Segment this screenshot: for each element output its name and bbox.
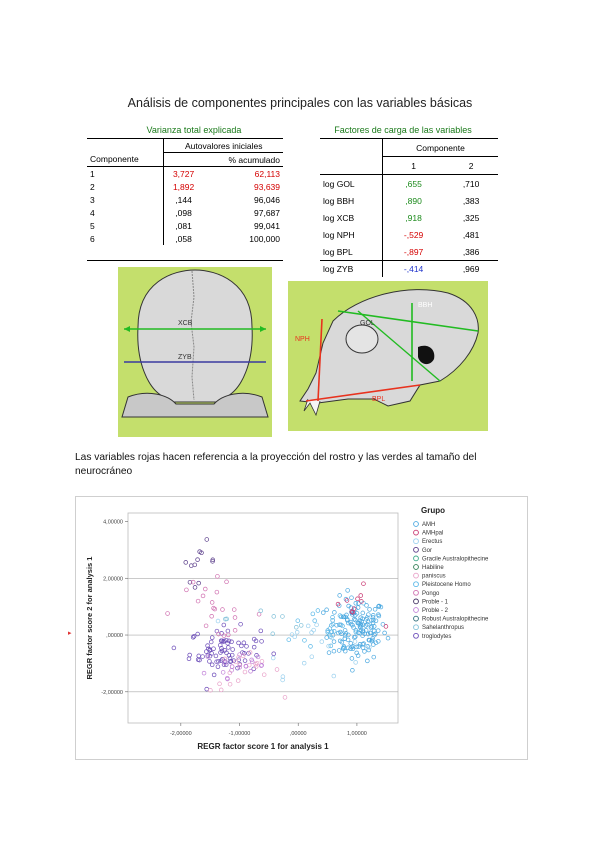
loadings-c2-cell: ,383	[462, 195, 480, 206]
scatter-point	[204, 650, 208, 654]
scatter-point	[332, 640, 336, 644]
x-axis-label: REGR factor score 1 for analysis 1	[197, 742, 329, 751]
legend-label: Proble - 1	[422, 599, 449, 606]
legend-marker	[414, 539, 419, 544]
scatter-point	[353, 618, 357, 622]
scatter-point	[290, 633, 294, 637]
scatter-point	[365, 659, 369, 663]
scatter-point	[359, 594, 363, 598]
variance-top-rule	[87, 138, 283, 139]
scatter-point	[210, 636, 214, 640]
legend-marker	[414, 556, 419, 561]
scatter-point	[210, 663, 214, 667]
variance-col-component: Componente	[87, 153, 164, 167]
scatter-point	[221, 670, 225, 674]
legend-marker	[414, 608, 419, 613]
scatter-point	[209, 640, 213, 644]
scatter-point	[327, 651, 331, 655]
variance-eigen-cell: ,098	[175, 207, 192, 218]
scatter-point	[302, 661, 306, 665]
scatter-point	[204, 624, 208, 628]
scatter-point	[299, 623, 303, 627]
scatter-point	[226, 629, 230, 633]
scatter-point	[275, 668, 279, 672]
scatter-point	[193, 585, 197, 589]
legend-marker	[414, 599, 419, 604]
variance-table	[87, 139, 283, 245]
loadings-var-cell: log XCB	[320, 209, 383, 226]
scatter-point	[236, 679, 240, 683]
scatter-point	[332, 629, 336, 633]
scatter-point	[205, 687, 209, 691]
gol-label: GOL	[360, 320, 375, 327]
variance-row	[87, 219, 283, 232]
variance-comp-cell: 4	[87, 206, 164, 219]
scatter-point	[233, 628, 237, 632]
scatter-point	[226, 646, 230, 650]
scatter-point	[249, 669, 253, 673]
loadings-row	[320, 226, 498, 243]
scatter-point	[272, 615, 276, 619]
legend-label: Sahelanthropus	[422, 625, 465, 632]
legend-marker	[414, 625, 419, 630]
scatter-point	[212, 606, 216, 610]
legend-marker	[414, 633, 419, 638]
variance-accum-cell: 100,000	[249, 233, 280, 244]
scatter-point	[316, 609, 320, 613]
scatter-point	[196, 632, 200, 636]
legend-label: troglodytes	[422, 633, 452, 640]
margin-marker: ▸	[68, 630, 72, 637]
x-tick-label: -1,00000	[228, 731, 251, 737]
scatter-point	[222, 634, 226, 638]
loadings-row	[320, 260, 498, 277]
scatter-point	[203, 587, 207, 591]
variance-accum-cell: 96,046	[254, 194, 280, 205]
scatter-point	[259, 609, 263, 613]
scatter-point	[239, 622, 243, 626]
loadings-table	[320, 139, 498, 277]
skull-top-outline	[138, 270, 252, 402]
scatter-point	[362, 582, 366, 586]
scatter-point	[210, 601, 214, 605]
scatter-point	[172, 646, 176, 650]
scatter-point	[187, 657, 191, 661]
variance-eigen-cell: ,144	[175, 194, 192, 205]
loadings-table-caption: Factores de carga de las variables	[334, 125, 472, 135]
loadings-row	[320, 192, 498, 209]
scatter-point	[202, 671, 206, 675]
variance-comp-cell: 1	[87, 167, 164, 181]
legend-label: Robust Australopithecine	[422, 616, 489, 623]
loadings-col-2: 2	[468, 160, 474, 171]
legend-label: Proble - 2	[422, 608, 449, 614]
scatter-point	[376, 629, 380, 633]
scatter-point	[196, 599, 200, 603]
scatter-point	[191, 635, 195, 639]
scatter-point	[262, 673, 266, 677]
legend-marker	[414, 616, 419, 621]
scatter-point	[216, 574, 220, 578]
variance-row	[87, 167, 283, 181]
legend-label: Gor	[422, 547, 433, 554]
scatter-point	[310, 631, 314, 635]
scatter-point	[283, 695, 287, 699]
scatter-point	[350, 596, 354, 600]
variance-accum-cell: 99,041	[254, 220, 280, 231]
scatter-point	[208, 659, 212, 663]
loadings-group-header: Componente	[383, 139, 499, 157]
scatter-point	[287, 638, 291, 642]
scatter-point	[193, 563, 197, 567]
variance-eigen-cell: 1,892	[172, 181, 195, 192]
scatter-point	[260, 639, 264, 643]
loadings-var-cell: log BPL	[320, 243, 383, 260]
scatter-point	[189, 564, 193, 568]
x-tick-label: -2,00000	[169, 731, 192, 737]
scatter-point	[306, 624, 310, 628]
variance-eigen-cell: 3,727	[172, 168, 195, 179]
loadings-var-cell: log BBH	[320, 192, 383, 209]
scatter-point	[219, 688, 223, 692]
scatter-point	[230, 640, 234, 644]
scatter-point	[354, 601, 358, 605]
scatter-point	[210, 614, 214, 618]
scatter-point	[332, 649, 336, 653]
legend-marker	[414, 530, 419, 535]
scatter-point	[384, 625, 388, 629]
scatter-point	[188, 653, 192, 657]
scatter-point	[233, 616, 237, 620]
scatter-point	[303, 638, 307, 642]
orbit	[346, 325, 378, 353]
scatter-point	[197, 654, 201, 658]
variance-row	[87, 232, 283, 245]
loadings-c1-cell: -,414	[403, 263, 424, 274]
scatter-point	[260, 659, 264, 663]
scatter-point	[383, 631, 387, 635]
scatter-point	[201, 655, 205, 659]
scatter-point	[332, 674, 336, 678]
variance-comp-cell: 5	[87, 219, 164, 232]
scatter-point	[337, 649, 341, 653]
scatter-point	[361, 611, 365, 615]
scatter-point	[232, 608, 236, 612]
scatter-point	[294, 625, 298, 629]
scatter-point	[196, 558, 200, 562]
scatter-point	[237, 641, 241, 645]
scatter-point	[259, 629, 263, 633]
legend-marker	[414, 522, 419, 527]
explanation-paragraph: Las variables rojas hacen referencia a la proyección del rostro y las verdes al tamaño del neurocráneo	[75, 452, 477, 477]
legend-label: Habiline	[422, 565, 444, 571]
variance-comp-cell: 2	[87, 180, 164, 193]
scatter-point	[368, 608, 372, 612]
scatter-point	[221, 608, 225, 612]
scatter-point	[325, 608, 329, 612]
scatter-point	[197, 581, 201, 585]
loadings-c2-cell: ,325	[462, 212, 480, 223]
scatter-point	[346, 638, 350, 642]
scatter-point	[252, 645, 256, 649]
scatter-point	[320, 640, 324, 644]
scatter-point	[353, 640, 357, 644]
nph-label: NPH	[295, 336, 310, 343]
variance-accum-cell: 62,113	[254, 168, 280, 179]
legend-marker	[414, 565, 419, 570]
scatter-point	[214, 654, 218, 658]
loadings-row	[320, 243, 498, 260]
scatter-chart	[76, 497, 527, 759]
scatter-point	[310, 655, 314, 659]
scatter-point	[225, 580, 229, 584]
scatter-point	[184, 560, 188, 564]
variance-col-accum: % acumulado	[228, 154, 280, 165]
scatter-point	[350, 657, 354, 661]
scatter-point	[271, 656, 275, 660]
scatter-point	[185, 588, 189, 592]
scatter-point	[372, 655, 376, 659]
scatter-point	[243, 670, 247, 674]
scatter-point	[296, 619, 300, 623]
scatter-point	[205, 538, 209, 542]
scatter-point	[372, 624, 376, 628]
legend-marker	[414, 547, 419, 552]
scatter-point	[201, 594, 205, 598]
scatter-point	[212, 647, 216, 651]
legend-marker	[414, 582, 419, 587]
variance-bottom-rule	[87, 260, 283, 261]
scatter-point	[312, 628, 316, 632]
scatter-point	[338, 594, 342, 598]
y-tick-label: ,00000	[106, 633, 123, 640]
scatter-point	[356, 597, 360, 601]
legend-label: Pleistocene Homo	[422, 582, 471, 589]
scatter-point	[373, 607, 377, 611]
scatter-point	[223, 657, 227, 661]
scatter-point	[386, 636, 390, 640]
loadings-bottom-rule	[320, 260, 498, 261]
scatter-point	[321, 611, 325, 615]
variance-group-header: Autovalores iniciales	[164, 139, 283, 153]
scatter-point	[218, 682, 222, 686]
scatter-point	[166, 612, 170, 616]
scatter-point	[215, 590, 219, 594]
scatter-point	[295, 630, 299, 634]
legend-label: Gracile Australopithecine	[422, 556, 489, 563]
legend-marker	[414, 573, 419, 578]
legend-marker	[414, 590, 419, 595]
scatter-point	[222, 623, 226, 627]
variance-eigen-cell: ,081	[175, 220, 192, 231]
scatter-point	[272, 652, 276, 656]
scatter-point	[311, 612, 315, 616]
scatter-point	[332, 610, 336, 614]
skull-top-view-diagram	[118, 267, 272, 437]
variance-row	[87, 180, 283, 193]
variance-row	[87, 206, 283, 219]
variance-comp-cell: 3	[87, 193, 164, 206]
x-tick-label: 1,00000	[346, 731, 367, 737]
loadings-c1-cell: ,890	[405, 195, 422, 206]
legend-label: AMH	[422, 522, 436, 528]
scatter-point	[367, 648, 371, 652]
scatter-point	[281, 615, 285, 619]
loadings-row	[320, 175, 498, 193]
scatter-point	[366, 620, 370, 624]
legend-label: paniscus	[422, 573, 446, 580]
loadings-var-cell: log NPH	[320, 226, 383, 243]
scatter-point	[212, 673, 216, 677]
legend-title: Grupo	[421, 506, 445, 515]
loadings-c2-cell: ,386	[462, 246, 480, 257]
y-tick-label: 2,00000	[103, 576, 123, 583]
scatter-point	[239, 644, 243, 648]
loadings-var-cell: log ZYB	[320, 260, 383, 277]
scatter-point	[245, 644, 249, 648]
x-tick-label: ,00000	[289, 731, 307, 737]
loadings-row	[320, 209, 498, 226]
scatter-point	[216, 665, 220, 669]
scatter-point	[354, 660, 358, 664]
variance-accum-cell: 97,687	[254, 207, 280, 218]
scatter-point	[350, 668, 354, 672]
zyb-label: ZYB	[178, 354, 192, 361]
legend-label: Erectus	[422, 539, 443, 546]
skull-lateral-view-diagram	[288, 281, 488, 431]
variance-accum-cell: 93,639	[254, 181, 280, 192]
variance-table-caption: Varianza total explicada	[146, 125, 242, 135]
loadings-c1-cell: -,529	[403, 229, 424, 240]
loadings-top-rule	[320, 138, 498, 139]
bpl-label: BPL	[372, 396, 386, 403]
scatter-point	[216, 619, 220, 623]
scatter-point	[231, 648, 235, 652]
loadings-c2-cell: ,481	[462, 229, 480, 240]
loadings-c1-cell: -,897	[403, 246, 424, 257]
xcb-label: XCB	[178, 320, 193, 327]
scatter-point	[309, 644, 313, 648]
scatter-point	[313, 619, 317, 623]
legend-label: Pongo	[422, 590, 440, 597]
scatter-chart-panel	[75, 496, 528, 760]
scatter-point	[363, 649, 367, 653]
loadings-c1-cell: ,918	[405, 212, 422, 223]
y-tick-label: -2,00000	[101, 689, 123, 696]
variance-comp-cell: 6	[87, 232, 164, 245]
scatter-point	[315, 623, 319, 627]
page-title: Análisis de componentes principales con las variables básicas	[127, 96, 473, 110]
scatter-point	[346, 646, 350, 650]
scatter-point	[228, 682, 232, 686]
scatter-point	[346, 588, 350, 592]
loadings-c1-cell: ,655	[405, 178, 422, 189]
y-tick-label: 4,00000	[103, 519, 123, 526]
loadings-var-cell: log GOL	[320, 175, 383, 193]
bbh-label: BBH	[418, 302, 433, 309]
loadings-col-1: 1	[411, 160, 416, 171]
loadings-c2-cell: ,969	[462, 263, 480, 274]
scatter-point	[243, 659, 247, 663]
loadings-c2-cell: ,710	[462, 178, 480, 189]
variance-row	[87, 193, 283, 206]
variance-eigen-cell: ,058	[175, 233, 192, 244]
y-axis-label: REGR factor score 2 for analysis 1	[85, 556, 94, 680]
legend-label: AMHpal	[422, 530, 444, 537]
